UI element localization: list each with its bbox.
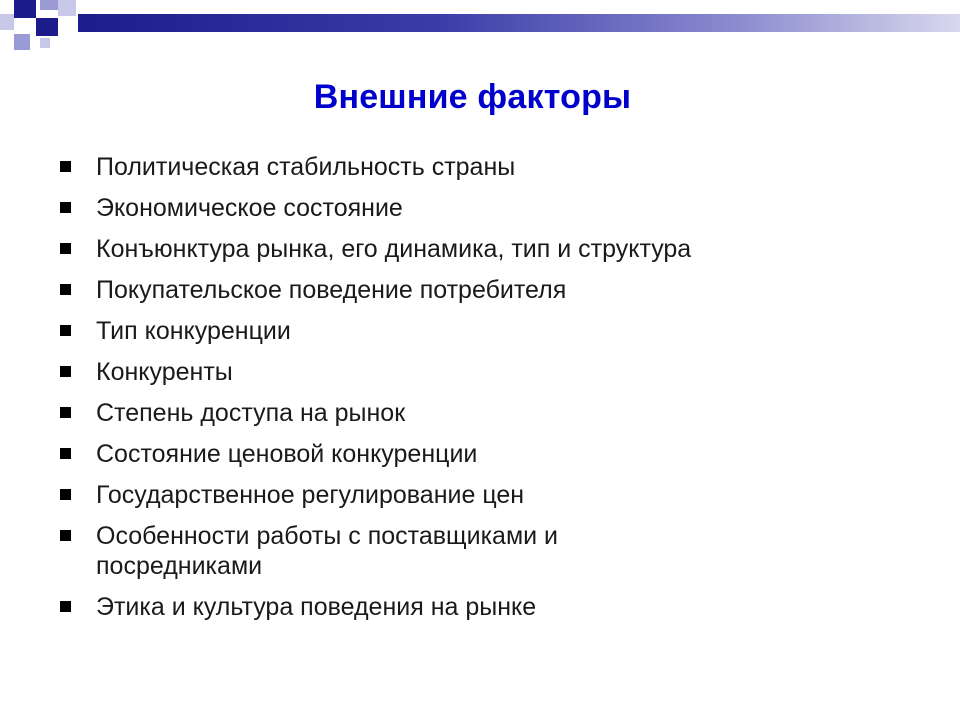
list-item — [60, 152, 920, 182]
decorative-square — [58, 0, 76, 16]
square-bullet-icon — [60, 325, 71, 336]
decorative-square — [40, 0, 58, 10]
square-bullet-icon — [60, 601, 71, 612]
list-item — [60, 521, 716, 581]
list-item — [60, 592, 920, 622]
list-item — [60, 439, 920, 469]
list-item-text: Тип конкуренции — [96, 317, 291, 345]
slide-title: Внешние факторы — [313, 78, 632, 116]
square-bullet-icon — [60, 448, 71, 459]
square-bullet-icon — [60, 530, 71, 541]
square-bullet-icon — [60, 243, 71, 254]
square-bullet-icon — [60, 489, 71, 500]
decorative-header-band — [0, 0, 960, 52]
list-item-text: Конъюнктура рынка, его динамика, тип и структура — [96, 235, 692, 263]
list-item — [60, 398, 920, 428]
list-item-text: Этика и культура поведения на рынке — [96, 593, 537, 621]
list-item-text: Государственное регулирование цен — [96, 481, 525, 509]
list-item-text: Особенности работы с поставщиками и посредниками — [96, 522, 559, 580]
list-item-text: Состояние ценовой конкуренции — [96, 440, 478, 468]
list-item — [60, 193, 920, 223]
list-item — [60, 275, 920, 305]
decorative-square — [36, 18, 58, 36]
header-gradient-bar — [78, 14, 960, 32]
square-bullet-icon — [60, 161, 71, 172]
square-bullet-icon — [60, 202, 71, 213]
list-item — [60, 234, 920, 264]
list-item — [60, 357, 920, 387]
square-bullet-icon — [60, 284, 71, 295]
list-item-text: Покупательское поведение потребителя — [96, 276, 567, 304]
bullet-list — [60, 152, 920, 633]
decorative-square — [14, 0, 36, 18]
list-item — [60, 316, 920, 346]
decorative-square — [40, 38, 50, 48]
square-bullet-icon — [60, 366, 71, 377]
list-item-text: Конкуренты — [96, 358, 233, 386]
list-item-text: Экономическое состояние — [96, 194, 403, 222]
list-item — [60, 480, 920, 510]
decorative-square — [0, 14, 14, 30]
list-item-text: Политическая стабильность страны — [96, 153, 516, 181]
square-bullet-icon — [60, 407, 71, 418]
list-item-text: Степень доступа на рынок — [96, 399, 406, 427]
decorative-square — [14, 34, 30, 50]
